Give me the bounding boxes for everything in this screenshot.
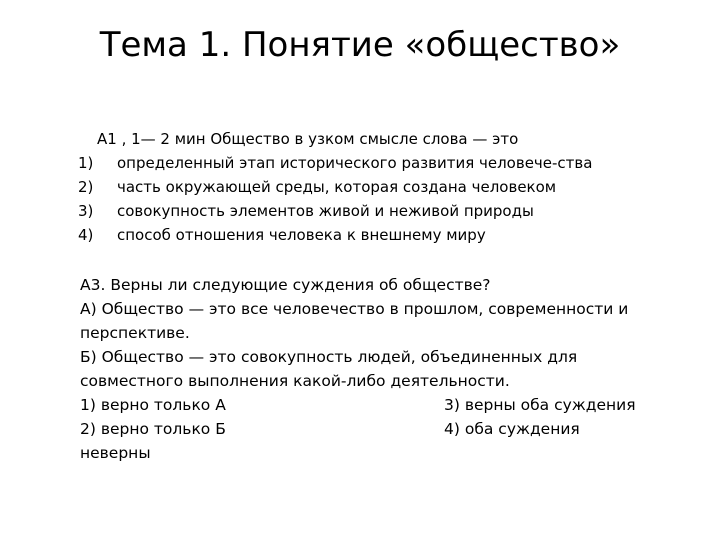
answer-row [80, 393, 680, 417]
question-a1-option-2 [78, 175, 698, 199]
slide-title: Тема 1. Понятие «общество» [99, 25, 621, 65]
option-text: определенный этап исторического развития человече-ства [117, 154, 593, 172]
option-number: 3) [78, 202, 94, 220]
option-number: 2) [78, 178, 94, 196]
answer-option-3: 3) верны оба суждения [444, 396, 636, 414]
question-a3-line: А3. Верны ли следующие суждения об обществе? [80, 276, 491, 294]
answer-row [80, 417, 680, 441]
question-a1-option-4 [78, 223, 698, 247]
question-a3-line: Б) Общество — это совокупность людей, объединенных для [80, 348, 578, 366]
question-a3-line: А) Общество — это все человечество в прошлом, современности и [80, 300, 629, 318]
question-a3 [80, 273, 680, 465]
question-a1-heading: А1 , 1— 2 мин Общество в узком смысле слова — это [97, 130, 519, 148]
question-a1-option-3 [78, 199, 698, 223]
answer-option-2: 2) верно только Б [80, 420, 226, 438]
answer-option-1: 1) верно только А [80, 396, 226, 414]
question-a1-option-1 [78, 151, 698, 175]
question-a3-line: совместного выполнения какой-либо деятельности. [80, 372, 510, 390]
option-number: 1) [78, 154, 94, 172]
question-a3-line: перспективе. [80, 324, 190, 342]
option-number: 4) [78, 226, 94, 244]
option-text: совокупность элементов живой и неживой природы [117, 202, 534, 220]
option-text: способ отношения человека к внешнему миру [117, 226, 486, 244]
option-text: часть окружающей среды, которая создана человеком [117, 178, 557, 196]
answer-option-4: 4) оба суждения [444, 420, 580, 438]
answer-option-4-continued: неверны [80, 444, 151, 462]
question-a1 [78, 127, 698, 247]
